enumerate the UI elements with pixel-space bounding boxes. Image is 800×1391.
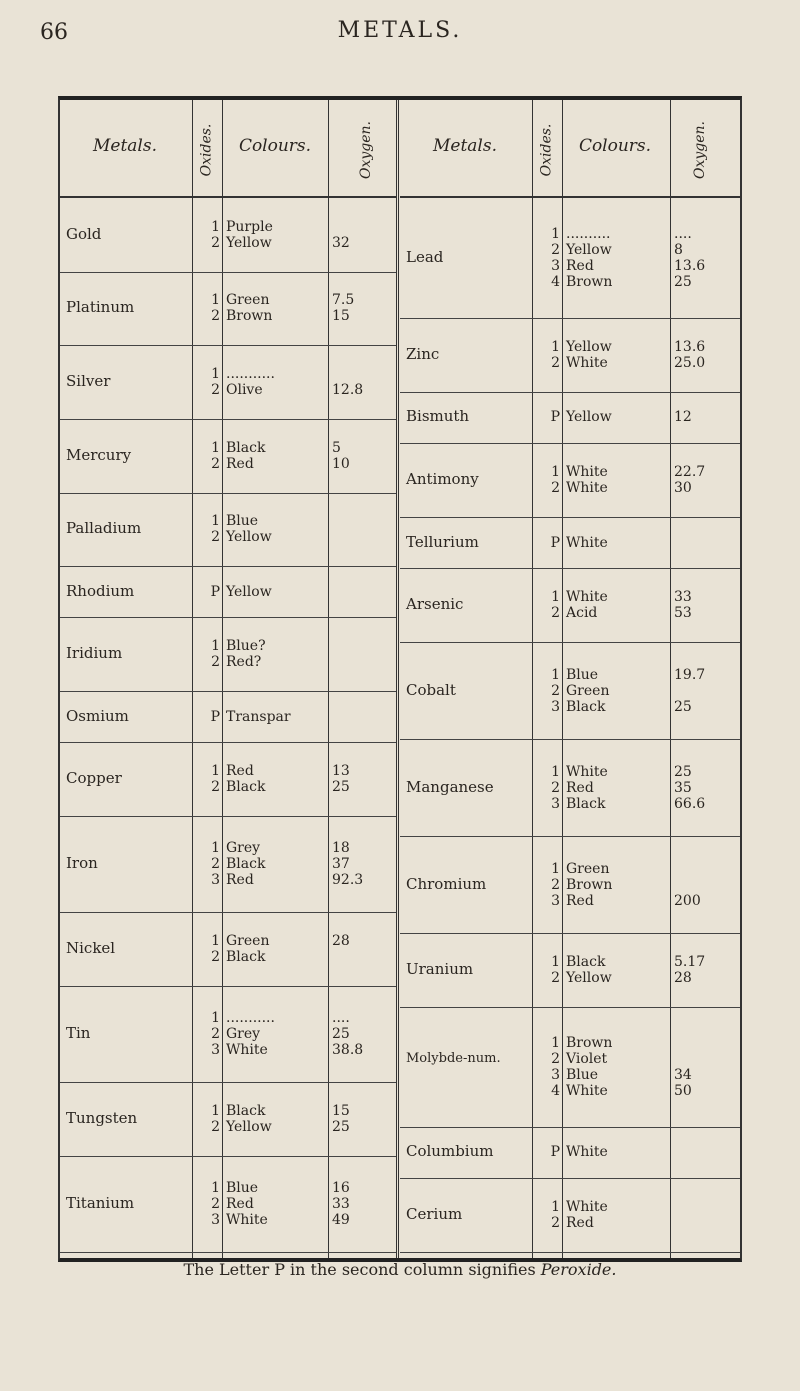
table-row: [60, 198, 396, 273]
colours-value: Black: [226, 439, 266, 456]
header-metals-right: Metals.: [433, 136, 497, 156]
oxygen-value: 25: [332, 778, 350, 795]
colours-value: Red: [566, 1214, 594, 1231]
header-oxygen: Oxygen.: [358, 121, 374, 179]
colours-value: White: [566, 354, 608, 371]
colours-value: Blue?: [226, 638, 266, 655]
table-row: [400, 1127, 740, 1179]
colours-value: Red: [566, 892, 594, 909]
metal-name: Arsenic: [406, 595, 464, 614]
colours-value: Brown: [566, 876, 613, 893]
table-row: [60, 272, 396, 347]
metal-name: Nickel: [66, 938, 116, 957]
oxides-value: 2: [211, 1118, 220, 1135]
oxides-value: 2: [211, 778, 220, 795]
metal-name: Titanium: [66, 1193, 135, 1212]
table-row: [60, 986, 396, 1083]
oxides-value: 2: [211, 1195, 220, 1212]
oxides-value: 1: [551, 225, 560, 242]
oxygen-value: 13.6: [674, 338, 706, 355]
table-row: [400, 392, 740, 444]
oxides-value: P: [210, 583, 220, 600]
table-row: [60, 617, 396, 692]
oxygen-value: 33: [332, 1195, 350, 1212]
oxides-value: 1: [211, 513, 220, 530]
oxygen-value: 37: [332, 855, 350, 872]
colours-value: Black: [226, 778, 266, 795]
oxygen-value: 12.8: [332, 382, 364, 399]
colours-value: Green: [566, 860, 610, 877]
oxygen-value: 19.7: [674, 666, 706, 683]
oxygen-value: 38.8: [332, 1041, 364, 1058]
oxides-value: 2: [551, 480, 560, 496]
colours-value: Black: [566, 953, 606, 970]
oxides-value: 2: [211, 948, 220, 965]
colours-value: White: [566, 480, 608, 496]
oxides-value: 4: [551, 1082, 560, 1099]
colours-value: Red: [226, 1195, 254, 1212]
metal-name: Molybde-num.: [406, 1050, 501, 1066]
oxides-value: P: [550, 534, 560, 551]
oxygen-value: 34: [674, 1066, 692, 1083]
table-row: [60, 742, 396, 817]
oxygen-value: 30: [674, 480, 692, 496]
table-row: [400, 933, 740, 1008]
oxygen-value: 18: [332, 839, 350, 856]
colours-value: Grey: [226, 839, 261, 856]
metals-table: [58, 96, 742, 1262]
colours-value: Green: [566, 682, 610, 699]
table-row: [60, 912, 396, 987]
metal-name: Tellurium: [406, 532, 479, 551]
header-oxides: Oxides.: [198, 123, 215, 177]
oxygen-value: 25: [332, 1118, 350, 1135]
table-row: [60, 419, 396, 494]
oxides-value: 1: [551, 464, 560, 480]
colours-value: Violet: [566, 1050, 608, 1067]
colours-value: Yellow: [566, 241, 612, 258]
table-row: [60, 566, 396, 618]
oxides-value: 3: [211, 1041, 220, 1058]
colours-value: Red?: [226, 654, 262, 671]
metal-name: Silver: [66, 372, 111, 391]
oxygen-value: 10: [332, 455, 350, 472]
oxygen-value: 13: [332, 762, 350, 779]
oxides-value: P: [550, 1144, 560, 1161]
oxygen-value: 50: [674, 1082, 692, 1099]
table-row: [400, 517, 740, 569]
oxides-value: 2: [551, 876, 560, 893]
metal-name: Iridium: [66, 644, 123, 663]
table-row: [60, 691, 396, 743]
oxides-value: 1: [211, 366, 220, 383]
header-metals: Metals.: [93, 136, 157, 156]
colours-value: Blue: [226, 1179, 259, 1196]
oxides-value: 1: [211, 218, 220, 235]
oxygen-value: 200: [674, 892, 701, 909]
oxides-value: 3: [551, 795, 560, 812]
table-row: [60, 1156, 396, 1253]
colours-value: Black: [566, 795, 606, 812]
metal-name: Rhodium: [66, 581, 135, 600]
table-row: [400, 443, 740, 518]
oxygen-value: 33: [674, 589, 692, 606]
colours-value: White: [566, 1198, 608, 1215]
oxygen-value: 32: [332, 234, 350, 251]
table-row: [60, 816, 396, 913]
colours-value: White: [226, 1041, 268, 1058]
metal-name: Lead: [406, 247, 444, 266]
oxides-value: 1: [211, 1179, 220, 1196]
oxides-value: P: [550, 409, 560, 426]
oxygen-value: 22.7: [674, 464, 706, 480]
oxygen-value: 25: [332, 1025, 350, 1042]
colours-value: Red: [226, 871, 254, 888]
metal-name: Chromium: [406, 874, 487, 893]
oxygen-value: 49: [332, 1211, 350, 1228]
metal-name: Platinum: [66, 298, 135, 317]
table-row: [400, 198, 740, 319]
table-row: [400, 318, 740, 393]
metal-name: Gold: [66, 224, 102, 243]
oxides-value: 1: [551, 1198, 560, 1215]
oxides-value: 1: [551, 953, 560, 970]
oxides-value: 2: [211, 654, 220, 671]
oxides-value: 1: [211, 932, 220, 949]
oxygen-value: 16: [332, 1179, 350, 1196]
colours-value: White: [566, 1082, 608, 1099]
oxides-value: 3: [551, 1066, 560, 1083]
oxides-value: 2: [551, 1214, 560, 1231]
metal-name: Tin: [66, 1023, 91, 1042]
metal-name: Zinc: [406, 344, 440, 363]
metal-name: Palladium: [66, 519, 142, 538]
oxygen-value: 5.17: [674, 953, 706, 970]
oxides-value: 3: [551, 892, 560, 909]
oxides-value: 1: [551, 763, 560, 780]
table-row: [400, 568, 740, 643]
table-row: [400, 1007, 740, 1128]
metal-name: Columbium: [406, 1142, 494, 1161]
oxides-value: 1: [551, 589, 560, 606]
oxygen-value: 8: [674, 241, 683, 258]
table-row: [60, 345, 396, 420]
oxygen-value: 12: [674, 409, 692, 426]
oxides-value: 3: [211, 1211, 220, 1228]
colours-value: White: [566, 589, 608, 606]
colours-value: Black: [226, 1102, 266, 1119]
oxygen-value: 13.6: [674, 257, 706, 274]
colours-value: Black: [566, 698, 606, 715]
colours-value: Brown: [566, 1034, 613, 1051]
oxides-value: 2: [211, 455, 220, 472]
oxygen-value: 28: [332, 932, 350, 949]
table-row: [400, 642, 740, 740]
page-number: 66: [40, 20, 68, 45]
oxides-value: 1: [211, 292, 220, 309]
right-header-row: [400, 100, 740, 198]
oxygen-value: 25: [674, 763, 692, 780]
colours-value: Transpar: [226, 708, 291, 725]
colours-value: Brown: [566, 273, 613, 290]
oxides-value: 2: [551, 1050, 560, 1067]
oxides-value: 2: [211, 308, 220, 325]
table-row: [400, 739, 740, 837]
footnote-term: Peroxide.: [540, 1260, 617, 1279]
oxides-value: 1: [551, 666, 560, 683]
colours-value: White: [566, 534, 608, 551]
metal-name: Manganese: [406, 777, 494, 796]
colours-value: Yellow: [226, 234, 272, 251]
colours-value: Yellow: [226, 529, 272, 546]
colours-value: Yellow: [226, 583, 272, 600]
oxides-value: 3: [551, 257, 560, 274]
colours-value: Yellow: [566, 338, 612, 355]
colours-value: Green: [226, 932, 270, 949]
colours-value: Black: [226, 855, 266, 872]
oxygen-value: 15: [332, 1102, 350, 1119]
left-header-row: [60, 100, 396, 198]
footnote-text: The Letter P in the second column signifies: [183, 1260, 541, 1279]
header-colours: Colours.: [238, 136, 312, 156]
colours-value: Red: [226, 762, 254, 779]
left-table-half: [60, 100, 399, 1258]
oxides-value: 2: [211, 234, 220, 251]
table-row: [400, 1178, 740, 1253]
colours-value: Red: [566, 779, 594, 796]
right-table-half: [400, 100, 740, 1258]
colours-value: White: [566, 464, 608, 480]
colours-value: Grey: [226, 1025, 261, 1042]
colours-value: Blue: [226, 513, 259, 530]
oxides-value: 2: [211, 382, 220, 399]
oxygen-value: 92.3: [332, 871, 364, 888]
oxides-value: 1: [211, 1009, 220, 1026]
footnote: [0, 1260, 800, 1279]
oxygen-value: 15: [332, 308, 350, 325]
oxides-value: 2: [211, 855, 220, 872]
colours-value: Green: [226, 292, 270, 309]
colours-value: ..........: [566, 225, 611, 242]
header-colours-right: Colours.: [578, 136, 652, 156]
oxides-value: 2: [211, 1025, 220, 1042]
metal-name: Cerium: [406, 1204, 463, 1223]
table-row: [60, 493, 396, 568]
colours-value: Red: [566, 257, 594, 274]
colours-value: Olive: [226, 382, 263, 399]
colours-value: Red: [226, 455, 254, 472]
oxides-value: 2: [551, 779, 560, 796]
oxides-value: 2: [551, 969, 560, 986]
colours-value: ...........: [226, 1009, 275, 1026]
metal-name: Antimony: [406, 470, 479, 488]
oxygen-value: 7.5: [332, 292, 355, 309]
table-row: [60, 1082, 396, 1157]
metal-name: Copper: [66, 768, 122, 787]
colours-value: ...........: [226, 366, 275, 383]
oxides-value: 1: [551, 338, 560, 355]
metal-name: Mercury: [66, 445, 132, 464]
table-row: [400, 836, 740, 934]
metal-name: Bismuth: [406, 407, 470, 426]
oxygen-value: ....: [332, 1009, 350, 1026]
colours-value: Brown: [226, 308, 273, 325]
metal-name: Tungsten: [66, 1108, 138, 1127]
oxides-value: 1: [211, 1102, 220, 1119]
oxygen-value: 28: [674, 969, 692, 986]
metal-name: Osmium: [66, 706, 129, 725]
oxides-value: 2: [551, 241, 560, 258]
oxides-value: 1: [211, 762, 220, 779]
oxides-value: 1: [551, 1034, 560, 1051]
oxides-value: 2: [211, 529, 220, 546]
metal-name: Cobalt: [406, 680, 456, 699]
oxygen-value: 25.0: [674, 354, 706, 371]
oxygen-value: 25: [674, 698, 692, 715]
oxygen-value: 25: [674, 273, 692, 290]
oxides-value: 1: [551, 860, 560, 877]
oxygen-value: ....: [674, 225, 692, 242]
metal-name: Uranium: [406, 959, 474, 978]
colours-value: White: [226, 1211, 268, 1228]
oxides-value: 1: [211, 638, 220, 655]
colours-value: Yellow: [566, 409, 612, 426]
oxygen-value: 35: [674, 779, 692, 796]
running-head: METALS.: [337, 18, 463, 43]
header-oxides-right: Oxides.: [538, 123, 555, 177]
colours-value: Blue: [566, 1066, 599, 1083]
metal-name: Iron: [66, 853, 98, 872]
oxides-value: P: [210, 708, 220, 725]
oxides-value: 1: [211, 839, 220, 856]
colours-value: Black: [226, 948, 266, 965]
colours-value: White: [566, 1144, 608, 1161]
oxides-value: 2: [551, 354, 560, 371]
oxides-value: 1: [211, 439, 220, 456]
oxygen-value: 5: [332, 439, 341, 456]
colours-value: Yellow: [226, 1118, 272, 1135]
oxygen-value: 53: [674, 605, 692, 622]
oxides-value: 3: [551, 698, 560, 715]
header-oxygen-right: Oxygen.: [692, 121, 708, 179]
oxides-value: 2: [551, 605, 560, 622]
oxides-value: 3: [211, 871, 220, 888]
colours-value: Yellow: [566, 969, 612, 986]
colours-value: Acid: [566, 605, 598, 622]
oxides-value: 4: [551, 273, 560, 290]
oxygen-value: 66.6: [674, 795, 706, 812]
colours-value: Purple: [226, 218, 273, 235]
colours-value: White: [566, 763, 608, 780]
oxides-value: 2: [551, 682, 560, 699]
colours-value: Blue: [566, 666, 599, 683]
